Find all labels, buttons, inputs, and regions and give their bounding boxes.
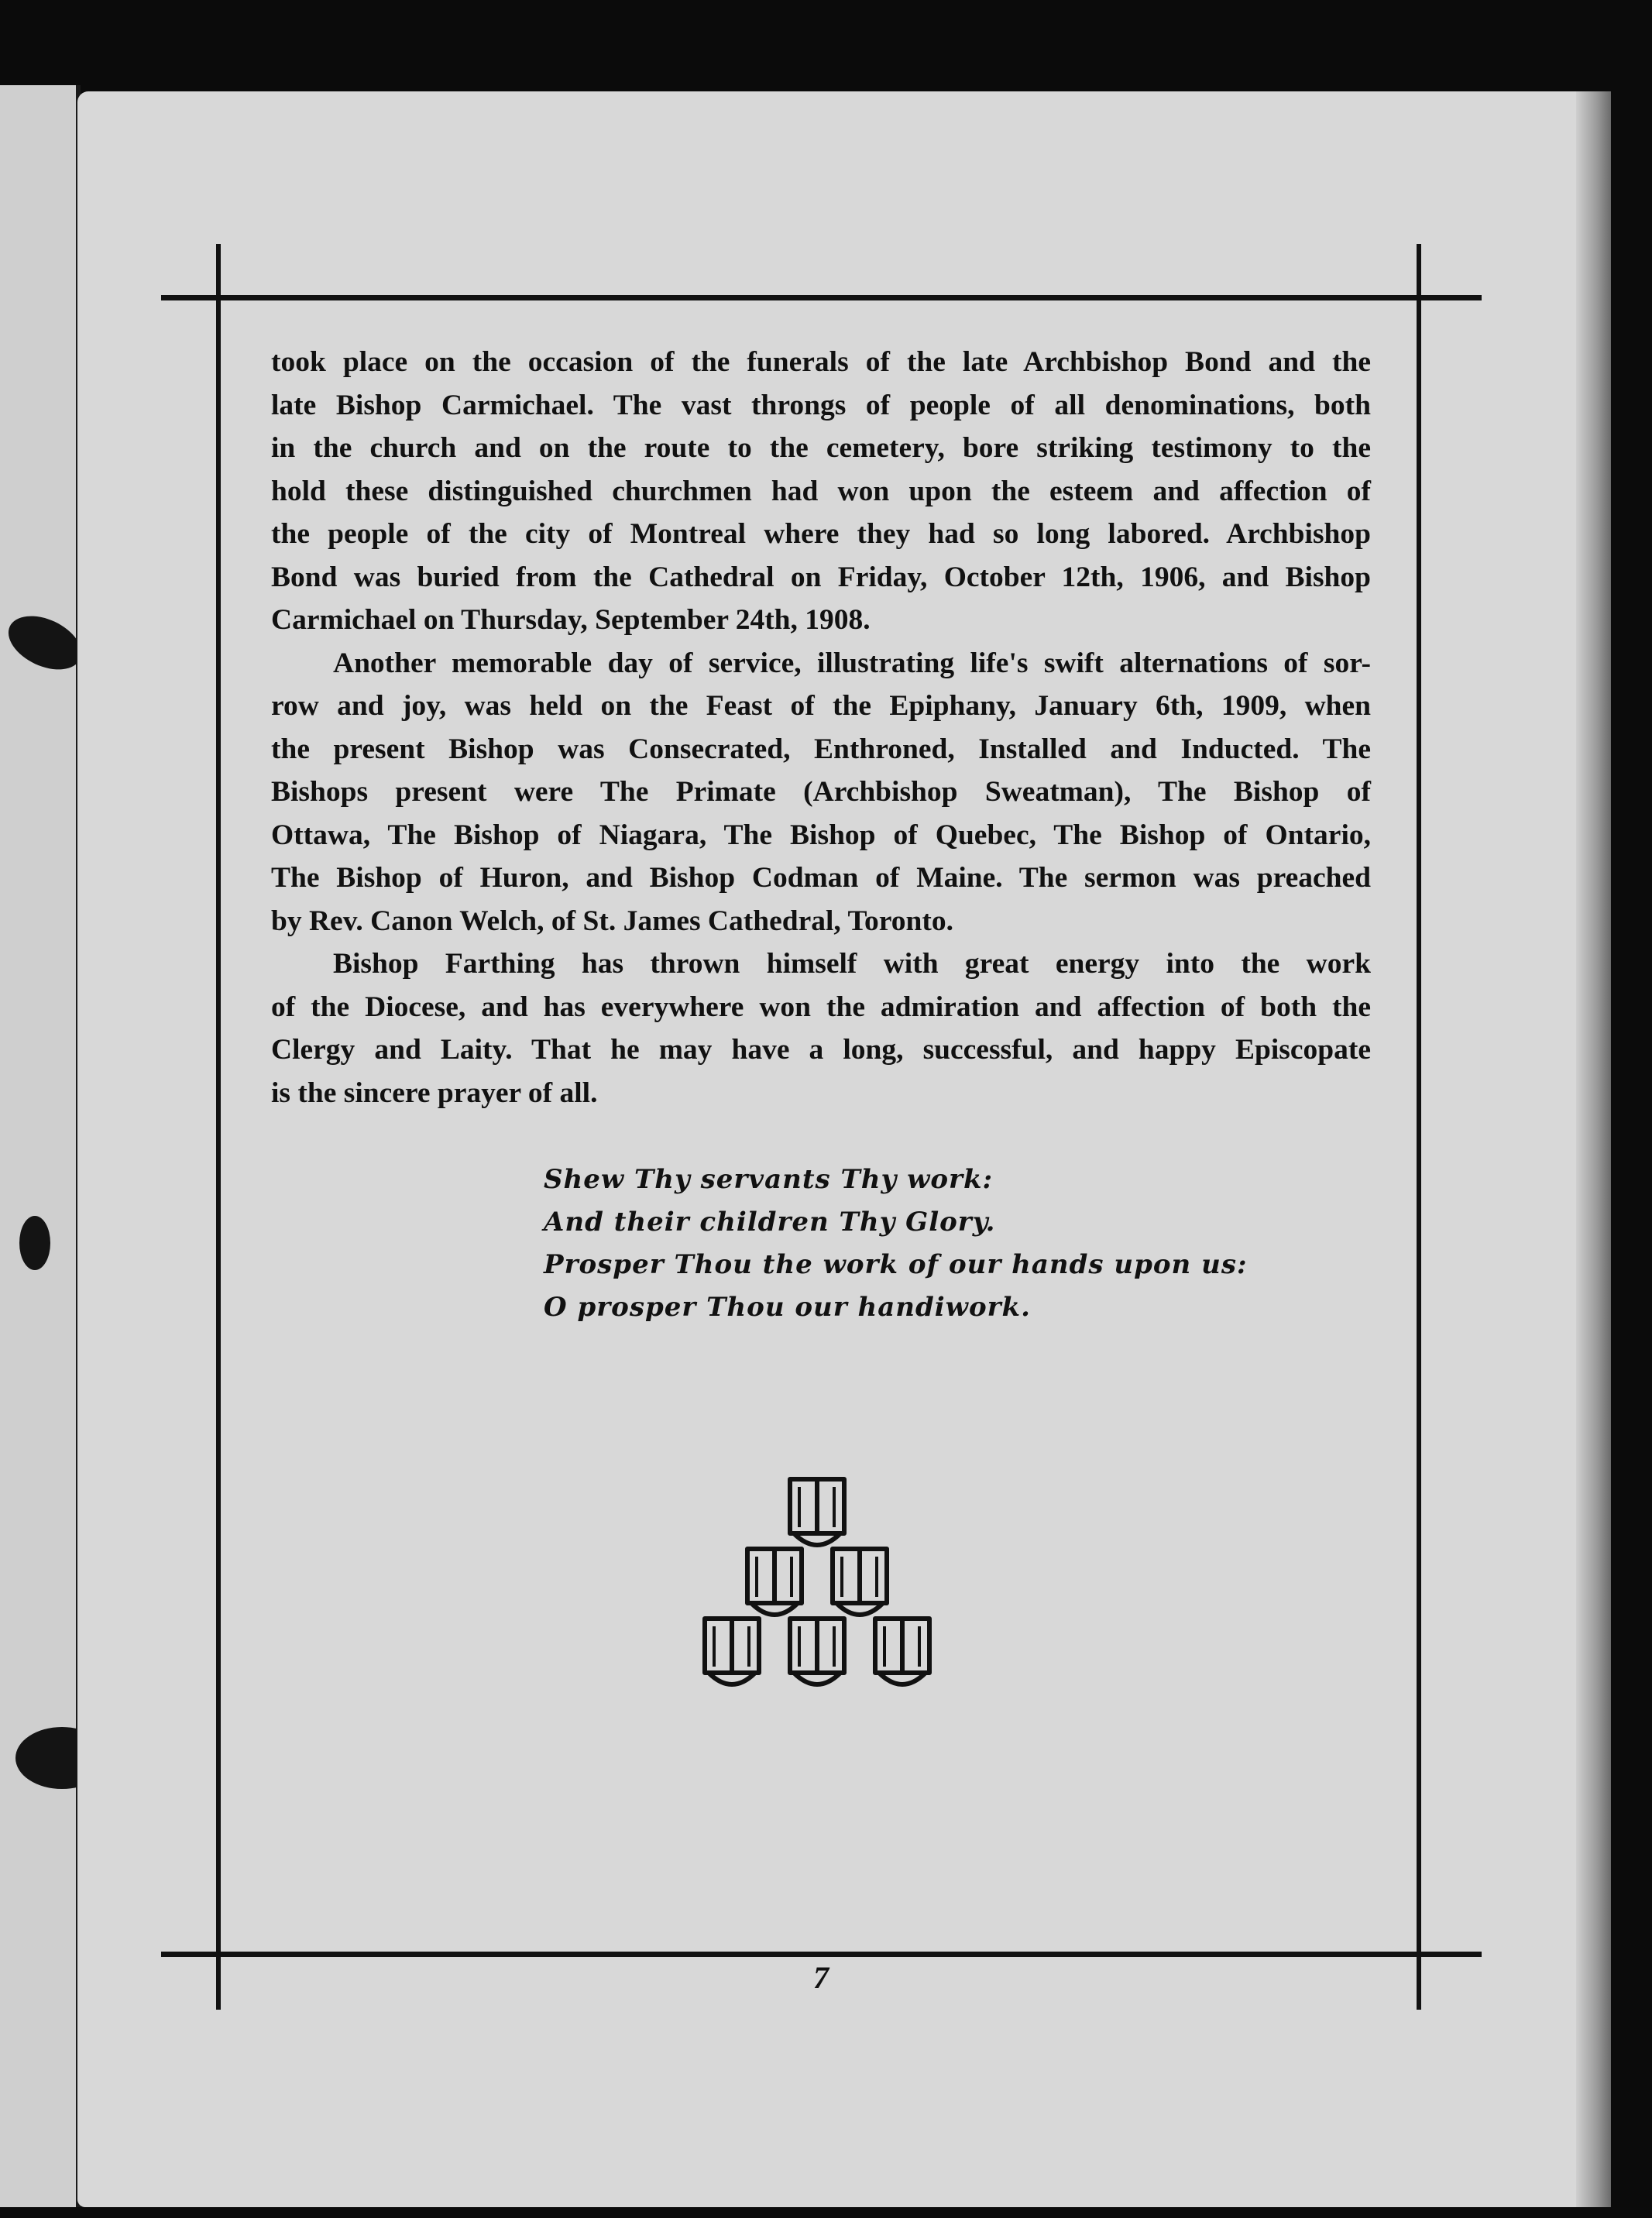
text-line: took place on the occasion of the funerals of the late Archbishop Bond and the [271, 346, 1371, 378]
text-line: Bishops present were The Primate (Archbishop Sweatman), The Bishop of [271, 776, 1371, 808]
text-line: the present Bishop was Consecrated, Enthroned, Installed and Inducted. The [271, 733, 1371, 765]
top-frame-rule [161, 295, 1482, 300]
verse-line: Shew Thy servants Thy work: [544, 1164, 994, 1195]
paragraph-2 [271, 642, 1371, 943]
text-line: hold these distinguished churchmen had won upon the esteem and affection of [271, 475, 1371, 507]
text-line: Ottawa, The Bishop of Niagara, The Bishop of Quebec, The Bishop of Ontario, [271, 819, 1371, 851]
text-line: Clergy and Laity. That he may have a long, successful, and happy Episcopate [271, 1034, 1371, 1066]
text-line: Bishop Farthing has thrown himself with great energy into the work [333, 948, 1371, 980]
page-edge-shadow [1576, 91, 1611, 2207]
body-text [271, 341, 1371, 1114]
verse-line: Prosper Thou the work of our hands upon us: [544, 1249, 1248, 1280]
text-line: is the sincere prayer of all. [271, 1076, 598, 1109]
text-line: row and joy, was held on the Feast of the Epiphany, January 6th, 1909, when [271, 690, 1371, 722]
ink-blot [0, 606, 90, 681]
paragraph-3 [271, 942, 1371, 1114]
text-line: late Bishop Carmichael. The vast throngs of people of all denominations, both [271, 389, 1371, 421]
text-line: Carmichael on Thursday, September 24th, 1908. [271, 604, 871, 636]
text-line: by Rev. Canon Welch, of St. James Cathedral, Toronto. [271, 905, 953, 937]
text-line: The Bishop of Huron, and Bishop Codman of Maine. The sermon was preached [271, 862, 1371, 894]
text-line: Another memorable day of service, illustrating life's swift alternations of sor- [333, 647, 1371, 679]
paragraph-1 [271, 341, 1371, 642]
verse-quotation [544, 1159, 1248, 1329]
text-line: the people of the city of Montreal where they had so long labored. Archbishop [271, 518, 1371, 550]
verse-line: O prosper Thou our handiwork. [544, 1292, 1031, 1323]
left-frame-rule [216, 244, 221, 2010]
verse-line: And their children Thy Glory. [544, 1207, 996, 1238]
page-number: 7 [813, 1960, 829, 1995]
text-line: in the church and on the route to the cemetery, bore striking testimony to the [271, 432, 1371, 464]
text-line: of the Diocese, and has everywhere won the admiration and affection of both the [271, 991, 1371, 1023]
right-frame-rule [1417, 244, 1421, 2010]
facing-page-edge [0, 85, 81, 2207]
ink-blot [19, 1216, 50, 1270]
bottom-frame-rule [161, 1952, 1482, 1957]
stacked-open-books-ornament-icon [701, 1471, 933, 1704]
text-line: Bond was buried from the Cathedral on Friday, October 12th, 1906, and Bishop [271, 561, 1371, 593]
